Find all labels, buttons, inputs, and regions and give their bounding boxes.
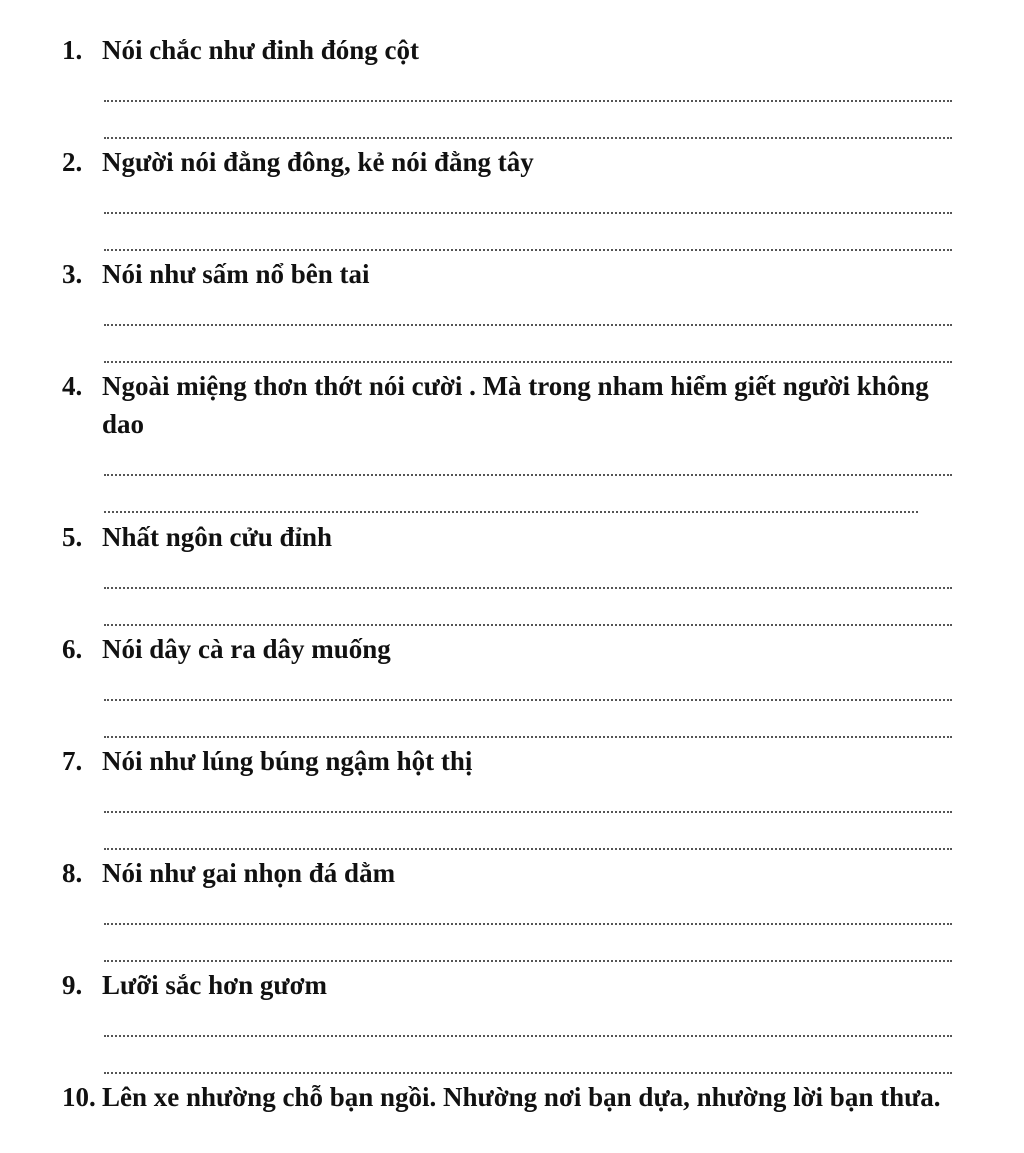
answer-line: [104, 705, 952, 742]
item-number: 3.: [62, 259, 83, 289]
proverb-text: Nói dây cà ra dây muống: [102, 634, 391, 664]
proverb-item-2: [62, 143, 962, 255]
proverb-text: Người nói đằng đông, kẻ nói đằng tây: [102, 147, 534, 177]
answer-line: [104, 817, 952, 854]
proverb-item-3: [62, 255, 962, 367]
answer-line: [104, 218, 952, 255]
item-number: 6.: [62, 634, 83, 664]
answer-line: [104, 330, 952, 367]
proverb-item-7: [62, 742, 962, 854]
item-number: 1.: [62, 35, 83, 65]
item-number: 10.: [62, 1082, 96, 1112]
item-number: 2.: [62, 147, 83, 177]
proverb-text: Nói như lúng búng ngậm hột thị: [102, 746, 473, 776]
proverb-item-9: [62, 966, 962, 1078]
answer-line: [104, 1041, 952, 1078]
item-number: 9.: [62, 970, 83, 1000]
proverb-text: Nói như sấm nổ bên tai: [102, 259, 370, 289]
item-number: 4.: [62, 371, 83, 401]
item-number: 7.: [62, 746, 83, 776]
proverb-text: Nhất ngôn cửu đỉnh: [102, 522, 333, 552]
answer-line: [104, 556, 952, 593]
answer-line: [104, 293, 952, 330]
proverb-text: Nói như gai nhọn đá dằm: [102, 858, 396, 888]
answer-line: [104, 780, 952, 817]
answer-line: [104, 106, 952, 143]
answer-line: [104, 593, 952, 630]
answer-line: [104, 929, 952, 966]
answer-line: [104, 668, 952, 705]
proverb-item-5: [62, 518, 962, 630]
proverb-text: Nói chắc như đinh đóng cột: [102, 35, 420, 65]
answer-line: [104, 1004, 952, 1041]
answer-line: [104, 892, 952, 929]
proverb-item-10: [62, 1078, 962, 1116]
proverb-text: Lên xe nhường chỗ bạn ngồi. Nhường nơi bạn dựa, nhường lời bạn thưa.: [102, 1082, 941, 1112]
proverb-item-1: [62, 31, 962, 143]
answer-line: [104, 181, 952, 218]
proverb-item-6: [62, 630, 962, 742]
proverb-item-4: [62, 367, 962, 517]
proverb-text: Ngoài miệng thơn thớt nói cười . Mà trong nham hiểm giết người không dao: [102, 371, 929, 439]
item-number: 5.: [62, 522, 83, 552]
answer-line: [104, 480, 952, 517]
proverb-text: Lưỡi sắc hơn gươm: [102, 970, 328, 1000]
proverb-item-8: [62, 854, 962, 966]
answer-line: [104, 443, 952, 480]
answer-line: [104, 69, 952, 106]
item-number: 8.: [62, 858, 83, 888]
